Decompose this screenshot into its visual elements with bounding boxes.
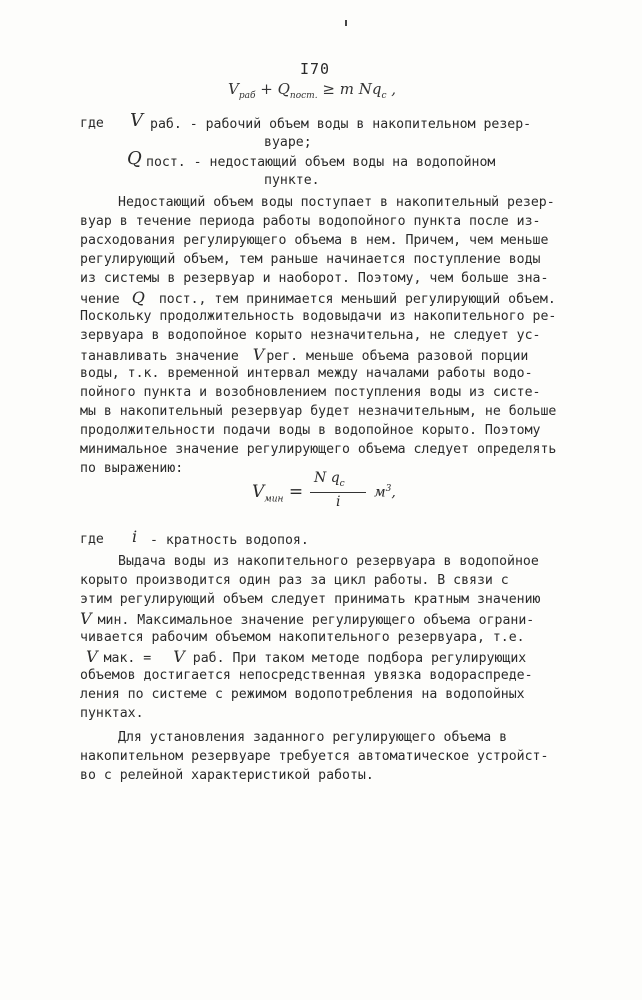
- paragraph-3-line: накопительном резервуаре требуется автоматическое устройст-: [80, 749, 549, 764]
- page-number: I70: [300, 60, 331, 78]
- paragraph-3-line: во с релейной характеристикой работы.: [80, 768, 374, 783]
- formula-min-volume: [252, 470, 422, 520]
- v-symbol-inline: V: [252, 345, 265, 364]
- paragraph-1-line: Поскольку продолжительность водовыдачи из накопительного ре-: [80, 309, 557, 324]
- paragraph-1-line: пойного пункта и возобновлением поступления воды из систе-: [80, 385, 541, 400]
- definition-v-line-1: раб. - рабочий объем воды в накопительном резер-: [150, 117, 532, 132]
- paragraph-1-line: продолжительности подачи воды в водопойное корыто. Поэтому: [80, 423, 541, 438]
- paragraph-3-line: Для установления заданного регулирующего объема в: [118, 730, 508, 745]
- paragraph-1-line: минимальное значение регулирующего объема следует определять: [80, 442, 557, 457]
- paragraph-2-line: V мин. Максимальное значение регулирующего объема ограни-: [80, 609, 535, 628]
- where-i-definition: - кратность водопоя.: [150, 533, 309, 548]
- paragraph-1-line: расходования регулирующего объема в нем. Причем, чем меньше: [80, 233, 549, 248]
- i-symbol: i: [132, 527, 138, 546]
- paragraph-1-line: воды, т.к. временной интервал между началами работы водо-: [80, 366, 533, 381]
- paragraph-1-line: Недостающий объем воды поступает в накопительный резер-: [118, 195, 555, 210]
- paragraph-2-line: этим регулирующий объем следует принимать кратным значению: [80, 592, 541, 607]
- definition-v-line-2: вуаре;: [264, 135, 312, 150]
- paragraph-1-line: из системы в резервуар и наоборот. Поэтому, чем больше зна-: [80, 271, 549, 286]
- paragraph-1-line: вуар в течение периода работы водопойного пункта после из-: [80, 214, 541, 229]
- v-symbol: V: [130, 110, 143, 131]
- formula-denominator: i: [336, 494, 341, 510]
- where-label-2: где: [80, 532, 104, 547]
- formula-working-volume: $V_{раб} + Q_{пост.} \ge m$ $Nq_c$ ,: [228, 80, 397, 101]
- definition-q-line-1: пост. - недостающий объем воды на водопойном: [146, 155, 496, 170]
- q-symbol: Q: [127, 148, 142, 169]
- v-symbol-inline: V: [86, 647, 98, 666]
- fraction-bar: [310, 492, 366, 493]
- paragraph-1-line: зервуара в водопойное корыто незначительна, не следует ус-: [80, 328, 541, 343]
- paragraph-2-line: корыто производится один раз за цикл работы. В связи с: [80, 573, 509, 588]
- paragraph-2-line: V мак. = V раб. При таком методе подбора регулирующих: [86, 647, 527, 666]
- scan-mark: [345, 20, 347, 26]
- definition-q-line-2: пункте.: [264, 173, 320, 188]
- paragraph-1-line: по выражению:: [80, 461, 184, 476]
- paragraph-2-line: Выдача воды из накопительного резервуара в водопойное: [118, 554, 539, 569]
- formula-unit: $м^3$,: [374, 484, 396, 501]
- paragraph-2-line: ления по системе с режимом водопотребления на водопойных: [80, 687, 525, 702]
- where-label: где: [80, 116, 104, 131]
- paragraph-2-line: объемов достигается непосредственная увязка водораспреде-: [80, 668, 533, 683]
- v-symbol-inline: V: [173, 647, 185, 666]
- q-symbol-inline: Q: [131, 288, 145, 307]
- formula-numerator: N $q_c$: [314, 470, 345, 489]
- paragraph-1-line: чение Q пост., тем принимается меньший регулирующий объем.: [80, 288, 556, 307]
- formula-lhs: $V_{мин}$ =: [252, 482, 304, 505]
- v-symbol-inline: V: [80, 609, 92, 628]
- paragraph-1-line: мы в накопительный резервуар будет незначительным, не больше: [80, 404, 557, 419]
- paragraph-1-line: регулирующий объем, тем раньше начинается поступление воды: [80, 252, 541, 267]
- paragraph-2-line: пунктах.: [80, 706, 144, 721]
- paragraph-1-line: танавливать значение V рег. меньше объема разовой порции: [80, 345, 529, 364]
- paragraph-2-line: чивается рабочим объемом накопительного резервуара, т.е.: [80, 630, 525, 645]
